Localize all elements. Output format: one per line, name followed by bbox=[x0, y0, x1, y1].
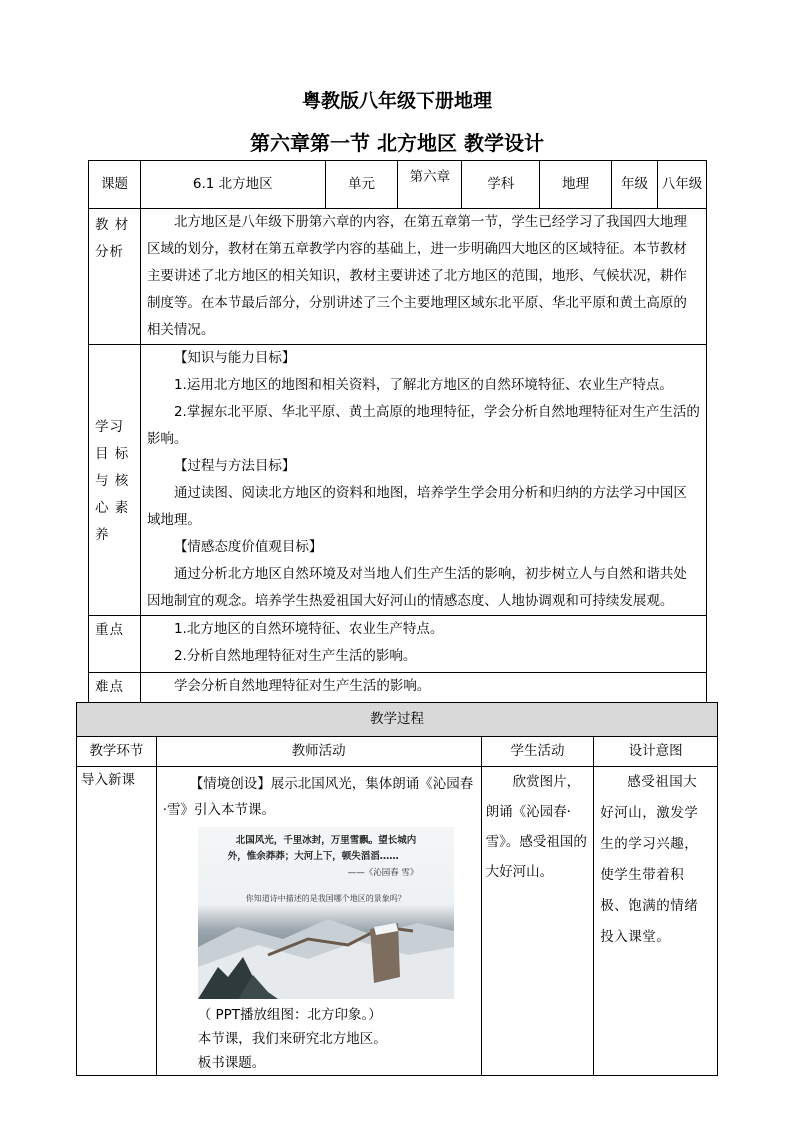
image-question: 你知道诗中描述的是我国哪个地区的景象吗？ bbox=[245, 894, 406, 903]
student-activity: 欣赏图片，朗诵《沁园春·雪》。感受祖国的大好河山。 bbox=[481, 767, 594, 1076]
topic-value: 6.1 北方地区 bbox=[140, 161, 325, 209]
unit-value: 第六章 bbox=[398, 161, 462, 209]
difficulty-label: 难点 bbox=[89, 673, 141, 706]
snow-great-wall-image bbox=[198, 827, 454, 999]
teacher-text-3: 板书课题。 bbox=[197, 1055, 266, 1071]
teacher-intro-text: 【情境创设】展示北国风光，集体朗诵《沁园春·雪》引入本节课。 bbox=[162, 776, 474, 818]
col-student-header: 学生活动 bbox=[481, 737, 594, 767]
key-point-1: 1.北方地区的自然环境特征、农业生产特点。 bbox=[173, 621, 444, 637]
teacher-text-2: 本节课，我们来研究北方地区。 bbox=[197, 1031, 387, 1047]
poem-line-2: 外，惟余莽莽；大河上下，顿失滔滔…… bbox=[227, 851, 399, 862]
goal-item-1: 1.运用北方地区的地图和相关资料，了解北方地区的自然环境特征、农业生产特点。 bbox=[173, 377, 673, 393]
difficulty-text: 学会分析自然地理特征对生产生活的影响。 bbox=[140, 673, 706, 706]
col-step-header: 教学环节 bbox=[77, 737, 157, 767]
design-intent: 感受祖国大好河山，激发学生的学习兴趣，使学生带着积极、饱满的情绪投入课堂。 bbox=[594, 767, 718, 1076]
goal-heading-attitude: 【情感态度价值观目标】 bbox=[173, 539, 323, 555]
col-teacher-header: 教师活动 bbox=[156, 737, 481, 767]
grade-value: 八年级 bbox=[658, 161, 707, 209]
image-caption: （ PPT播放组图：北方印象。） bbox=[197, 1007, 382, 1023]
subject-value: 地理 bbox=[540, 161, 612, 209]
key-point-2: 2.分析自然地理特征对生产生活的影响。 bbox=[173, 648, 417, 664]
analysis-label: 教 材 分析 bbox=[89, 209, 141, 345]
unit-label: 单元 bbox=[325, 161, 398, 209]
key-points-content bbox=[140, 616, 706, 673]
process-header: 教学过程 bbox=[77, 703, 718, 737]
subject-label: 学科 bbox=[462, 161, 540, 209]
analysis-text: 北方地区是八年级下册第六章的内容，在第五章第一节，学生已经学习了我国四大地理区域的划分，教材在第五章教学内容的基础上，进一步明确四大地区的区域特征。本节教材主要讲述了北方地区的相关知识，教材主要讲述了北方地区的范围，地形、气候状况，耕作制度等。在本节最后部分，分别讲述了三个主要地理区域东北平原、华北平原和黄土高原的相关情况。 bbox=[140, 209, 706, 345]
goal-heading-process: 【过程与方法目标】 bbox=[173, 458, 296, 474]
teacher-activity bbox=[156, 767, 481, 1076]
topic-label: 课题 bbox=[89, 161, 141, 209]
poem-source: ——《沁园春 雪》 bbox=[347, 868, 419, 878]
goals-label: 学习 目 标 与 核 心 素 养 bbox=[89, 345, 141, 616]
goal-item-4: 通过分析北方地区自然环境及对当地人们生产生活的影响，初步树立人与自然和谐共处因地制宜的观念。培养学生热爱祖国大好河山的情感态度、人地协调观和可持续发展观。 bbox=[146, 566, 687, 609]
goals-content bbox=[140, 345, 706, 616]
teaching-process-table bbox=[76, 702, 718, 1076]
goal-item-3: 通过读图、阅读北方地区的资料和地图，培养学生学会用分析和归纳的方法学习中国区域地理。 bbox=[146, 485, 687, 528]
poem-text bbox=[198, 833, 454, 881]
col-intent-header: 设计意图 bbox=[594, 737, 718, 767]
document-subtitle: 第六章第一节 北方地区 教学设计 bbox=[250, 131, 544, 155]
goal-item-2: 2.掌握东北平原、华北平原、黄土高原的地理特征，学会分析自然地理特征对生产生活的影响。 bbox=[146, 404, 700, 447]
grade-label: 年级 bbox=[612, 161, 658, 209]
step-name: 导入新课 bbox=[77, 767, 157, 1076]
goal-heading-knowledge: 【知识与能力目标】 bbox=[173, 350, 296, 366]
key-points-label: 重点 bbox=[89, 616, 141, 673]
lesson-info-table bbox=[88, 160, 707, 706]
poem-line-1: 北国风光，千里冰封，万里雪飘。望长城内 bbox=[235, 835, 417, 846]
document-title: 粤教版八年级下册地理 bbox=[301, 90, 492, 112]
